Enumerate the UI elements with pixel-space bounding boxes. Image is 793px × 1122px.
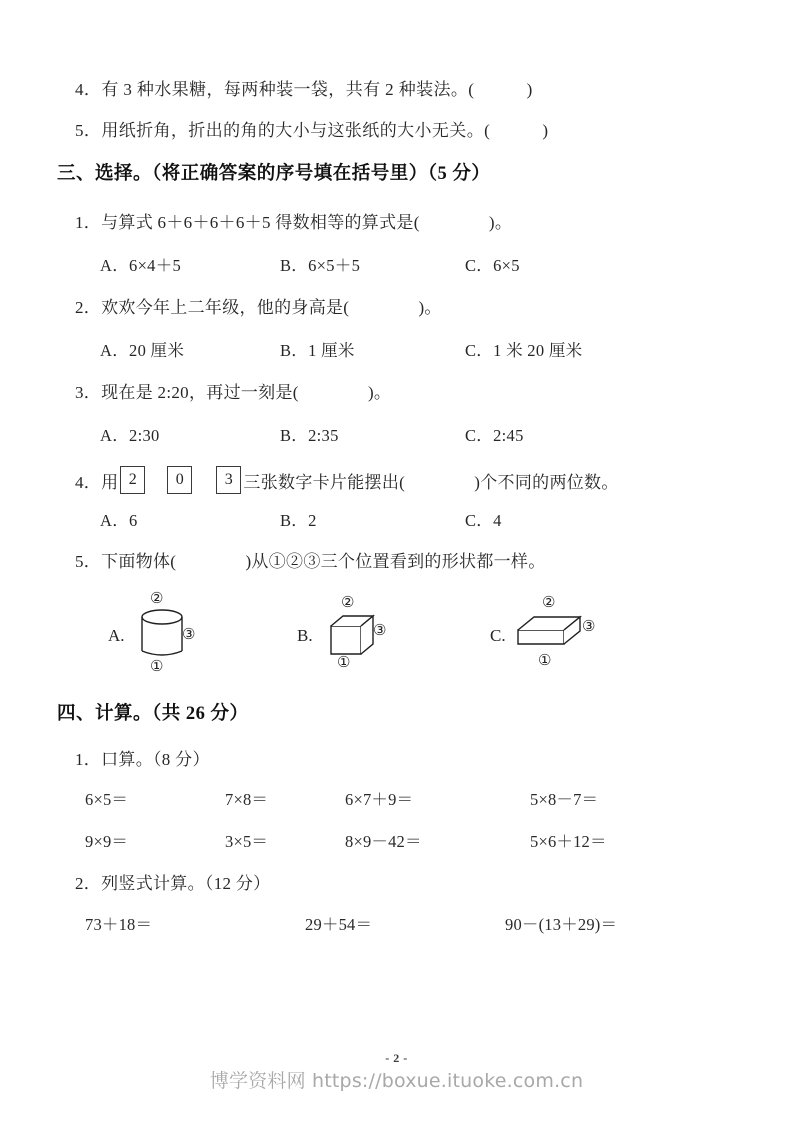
- choice-a-label: A.: [108, 626, 125, 645]
- judge-item-5-text: 用纸折角，折出的角的大小与这张纸的大小无关。( ): [101, 121, 549, 140]
- question-2-number: 2．: [75, 298, 102, 317]
- question-2-option-b[interactable]: B．1 厘米: [280, 341, 355, 360]
- choice-a-view-top-marker: ②: [150, 591, 164, 607]
- oral-expr-r2c4: 5×6＋12＝: [530, 832, 607, 851]
- question-4-option-a[interactable]: A．6: [100, 511, 138, 530]
- question-4-stem: [75, 466, 619, 494]
- cube-icon: [327, 612, 379, 658]
- judge-item-5: [75, 121, 548, 141]
- judge-item-4: [75, 80, 533, 100]
- oral-calc-label: 口算。（8 分）: [101, 750, 210, 769]
- vertical-expr-c1: 73＋18＝: [85, 915, 153, 934]
- oral-expr-r1c1: 6×5＝: [85, 790, 129, 809]
- choice-b-view-right-marker: ③: [373, 623, 387, 639]
- site-watermark: 博学资料网 https://boxue.ituoke.com.cn: [209, 1070, 584, 1092]
- oral-expr-r2c3: 8×9－42＝: [345, 832, 422, 851]
- oral-expr-r2c2: 3×5＝: [225, 832, 269, 851]
- question-2-option-c[interactable]: C．1 米 20 厘米: [465, 341, 583, 360]
- question-4-option-c[interactable]: C．4: [465, 511, 502, 530]
- question-1-option-b[interactable]: B．6×5＋5: [280, 256, 361, 275]
- choice-c-view-top-marker: ②: [542, 595, 556, 611]
- choice-b-view-bottom-marker: ①: [337, 655, 351, 671]
- vertical-expr-c2: 29＋54＝: [305, 915, 373, 934]
- question-2-text: 欢欢今年上二年级，他的身高是( )。: [101, 298, 442, 317]
- judge-item-5-number: 5．: [75, 121, 102, 140]
- question-1-stem: [75, 213, 512, 233]
- question-5-number: 5．: [75, 552, 102, 571]
- question-5-choice-c[interactable]: [490, 592, 610, 678]
- question-1-number: 1．: [75, 213, 102, 232]
- question-4-number: 4．: [75, 472, 102, 492]
- oral-expr-r2c1: 9×9＝: [85, 832, 129, 851]
- vertical-calc-label: 列竖式计算。（12 分）: [101, 874, 271, 893]
- question-5-text: 下面物体( )从①②③三个位置看到的形状都一样。: [101, 552, 546, 571]
- choice-a-view-right-marker: ③: [182, 627, 196, 643]
- question-3-number: 3．: [75, 383, 102, 402]
- vertical-calc-number: 2．: [75, 874, 102, 893]
- judge-item-4-text: 有 3 种水果糖，每两种装一袋，共有 2 种装法。( ): [101, 80, 533, 99]
- question-1-text: 与算式 6＋6＋6＋6＋5 得数相等的算式是( )。: [101, 213, 513, 232]
- number-card-2: 0: [167, 466, 192, 494]
- vertical-calc-title: [75, 874, 270, 894]
- oral-calc-number: 1．: [75, 750, 102, 769]
- vertical-expr-c3: 90－(13＋29)＝: [505, 915, 618, 934]
- question-3-text: 现在是 2:20，再过一刻是( )。: [101, 383, 392, 402]
- question-1-option-a[interactable]: A．6×4＋5: [100, 256, 182, 275]
- page-number: - 2 -: [385, 1051, 408, 1065]
- question-2-stem: [75, 298, 442, 318]
- choice-b-label: B.: [297, 626, 313, 645]
- flat-cuboid-icon: [516, 614, 586, 654]
- question-2-option-a[interactable]: A．20 厘米: [100, 341, 185, 360]
- oral-expr-r1c2: 7×8＝: [225, 790, 269, 809]
- question-5-choice-a[interactable]: [108, 592, 218, 678]
- question-3-option-c[interactable]: C．2:45: [465, 426, 524, 445]
- number-card-3: 3: [216, 466, 241, 494]
- judge-item-4-number: 4．: [75, 80, 102, 99]
- question-3-stem: [75, 383, 391, 403]
- section-three-heading: 三、选择。（将正确答案的序号填在括号里）（5 分）: [57, 164, 491, 184]
- question-3-option-a[interactable]: A．2:30: [100, 426, 160, 445]
- number-card-1: 2: [120, 466, 145, 494]
- oral-calc-title: [75, 750, 210, 770]
- oral-expr-r1c4: 5×8－7＝: [530, 790, 599, 809]
- question-4-option-b[interactable]: B．2: [280, 511, 317, 530]
- section-four-heading: 四、计算。（共 26 分）: [57, 704, 249, 724]
- cylinder-icon: [136, 608, 188, 662]
- question-1-option-c[interactable]: C．6×5: [465, 256, 520, 275]
- choice-b-view-top-marker: ②: [341, 595, 355, 611]
- question-4-text-prefix: 用: [101, 472, 119, 492]
- choice-c-view-right-marker: ③: [582, 619, 596, 635]
- question-3-option-b[interactable]: B．2:35: [280, 426, 339, 445]
- question-5-stem: [75, 552, 546, 572]
- question-5-choice-b[interactable]: [297, 592, 407, 678]
- choice-a-view-bottom-marker-2: ①: [150, 659, 164, 675]
- oral-expr-r1c3: 6×7＋9＝: [345, 790, 414, 809]
- choice-c-label: C.: [490, 626, 506, 645]
- question-4-text-suffix: 三张数字卡片能摆出( )个不同的两位数。: [243, 472, 619, 492]
- choice-c-view-bottom-marker: ①: [538, 653, 552, 669]
